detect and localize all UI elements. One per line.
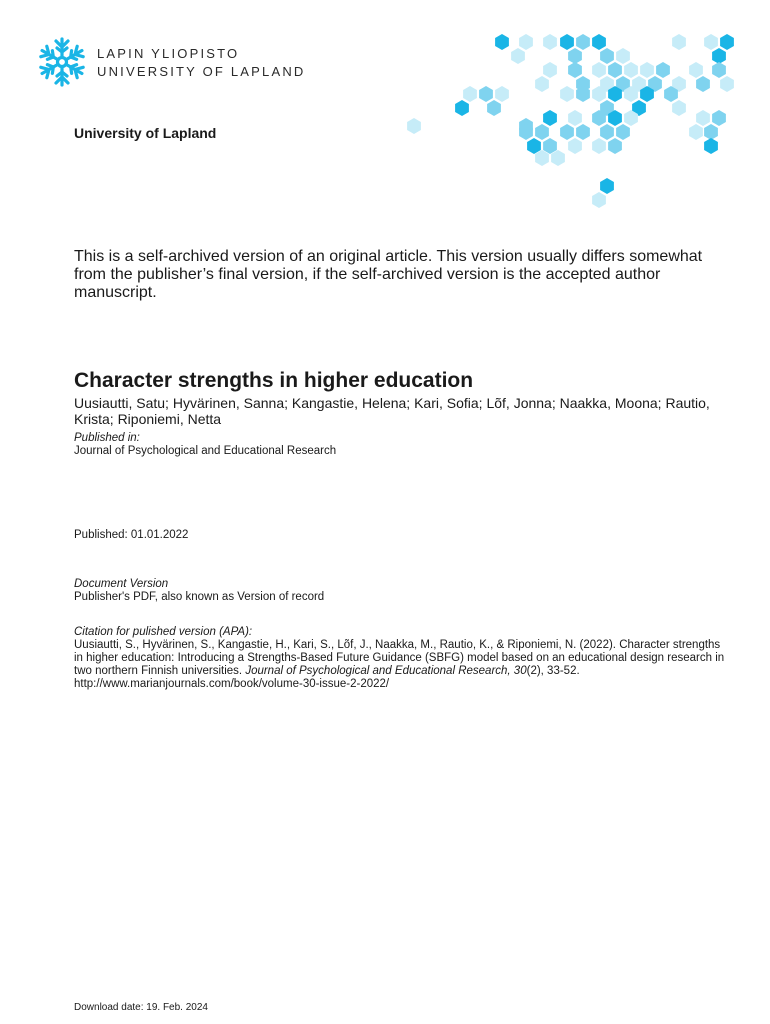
hexagon-shape xyxy=(672,100,686,116)
document-version-block xyxy=(74,578,324,604)
hexagon-shape xyxy=(656,62,670,78)
hexagon-shape xyxy=(704,124,718,140)
hexagon-shape xyxy=(407,118,421,134)
hexagon-shape xyxy=(592,138,606,154)
logo-line-english: UNIVERSITY OF LAPLAND xyxy=(97,64,306,79)
hexagon-shape xyxy=(689,62,703,78)
hexagon-shape xyxy=(527,138,541,154)
hexagon-shape xyxy=(712,110,726,126)
hexagon-shape xyxy=(455,100,469,116)
hexagon-shape xyxy=(511,48,525,64)
hexagon-shape xyxy=(704,34,718,50)
hexagon-shape xyxy=(463,86,477,102)
document-version-value: Publisher's PDF, also known as Version of record xyxy=(74,591,325,603)
hexagon-shape xyxy=(535,150,549,166)
hexagon-shape xyxy=(616,124,630,140)
hexagon-shape xyxy=(576,124,590,140)
published-date: Published: 01.01.2022 xyxy=(74,529,189,541)
hexagon-shape xyxy=(608,138,622,154)
hexagon-shape xyxy=(543,138,557,154)
hexagon-shape xyxy=(479,86,493,102)
hexagon-shape xyxy=(560,124,574,140)
journal-name: Journal of Psychological and Educational Research xyxy=(74,445,337,457)
hexagon-shape xyxy=(608,62,622,78)
article-title: Character strengths in higher education xyxy=(74,369,474,392)
citation-journal: Journal of Psychological and Educational Research, 30 xyxy=(245,665,527,677)
hexagon-shape xyxy=(600,48,614,64)
hexagon-shape xyxy=(600,124,614,140)
hexagon-shape xyxy=(568,62,582,78)
hexagon-shape xyxy=(704,138,718,154)
hexagon-shape xyxy=(543,110,557,126)
hexagon-shape xyxy=(535,76,549,92)
hexagon-shape xyxy=(543,62,557,78)
self-archive-notice: This is a self-archived version of an original article. This version usually differs somewhat from the publisher’s final version, if the self-archived version is the accepted author manuscript. xyxy=(74,248,703,301)
hexagon-shape xyxy=(600,178,614,194)
hexagon-shape xyxy=(696,76,710,92)
hexagon-shape xyxy=(712,62,726,78)
hexagon-shape xyxy=(487,100,501,116)
hexagon-shape xyxy=(592,192,606,208)
hexagon-shape xyxy=(720,34,734,50)
hexagon-shape xyxy=(568,138,582,154)
hexagon-shape xyxy=(568,110,582,126)
hexagon-shape xyxy=(495,34,509,50)
hexagon-shape xyxy=(624,62,638,78)
hexagon-shape xyxy=(568,48,582,64)
citation-text: Uusiautti, S., Hyvärinen, S., Kangastie, H., Kari, S., Lõf, J., Naakka, M., Rautio, K., & Riponiemi, N. (2022). Character strengths in higher education: Introducing a Strengths-Based Future Guidance (SBFG) model based on an educational design research in two northern Finnish universities. xyxy=(74,639,725,677)
hexagon-shape xyxy=(560,86,574,102)
hexagon-pattern-decoration xyxy=(400,28,770,218)
document-version-label: Document Version xyxy=(74,578,169,590)
hexagon-shape xyxy=(640,62,654,78)
hexagon-shape xyxy=(543,34,557,50)
published-in-block xyxy=(74,432,714,458)
citation-label: Citation for pulished version (APA): xyxy=(74,626,253,638)
hexagon-shape xyxy=(689,124,703,140)
hexagon-shape xyxy=(720,76,734,92)
article-authors: Uusiautti, Satu; Hyvärinen, Sanna; Kangastie, Helena; Kari, Sofia; Lõf, Jonna; Naakka, Moona; Rautio, Krista; Riponiemi, Netta xyxy=(74,395,710,427)
citation-block xyxy=(74,626,729,691)
hexagon-shape xyxy=(551,150,565,166)
university-logo-wordmark xyxy=(97,45,306,81)
hexagon-shape xyxy=(519,34,533,50)
hexagon-shape xyxy=(672,34,686,50)
hexagon-shape xyxy=(592,62,606,78)
hexagon-shape xyxy=(712,48,726,64)
hexagon-shape xyxy=(576,34,590,50)
hexagon-shape xyxy=(560,34,574,50)
logo-line-finnish: LAPIN YLIOPISTO xyxy=(97,46,240,61)
hexagon-shape xyxy=(592,34,606,50)
snowflake-icon xyxy=(36,36,88,88)
citation-issue-and-url: (2), 33-52. http://www.marianjournals.com/book/volume-30-issue-2-2022/ xyxy=(74,665,580,690)
published-in-label: Published in: xyxy=(74,432,140,444)
organization-name: University of Lapland xyxy=(74,125,217,141)
hexagon-shape xyxy=(535,124,549,140)
hexagon-shape xyxy=(696,110,710,126)
download-date: Download date: 19. Feb. 2024 xyxy=(74,1002,208,1013)
hexagon-shape xyxy=(616,48,630,64)
hexagon-shape xyxy=(495,86,509,102)
